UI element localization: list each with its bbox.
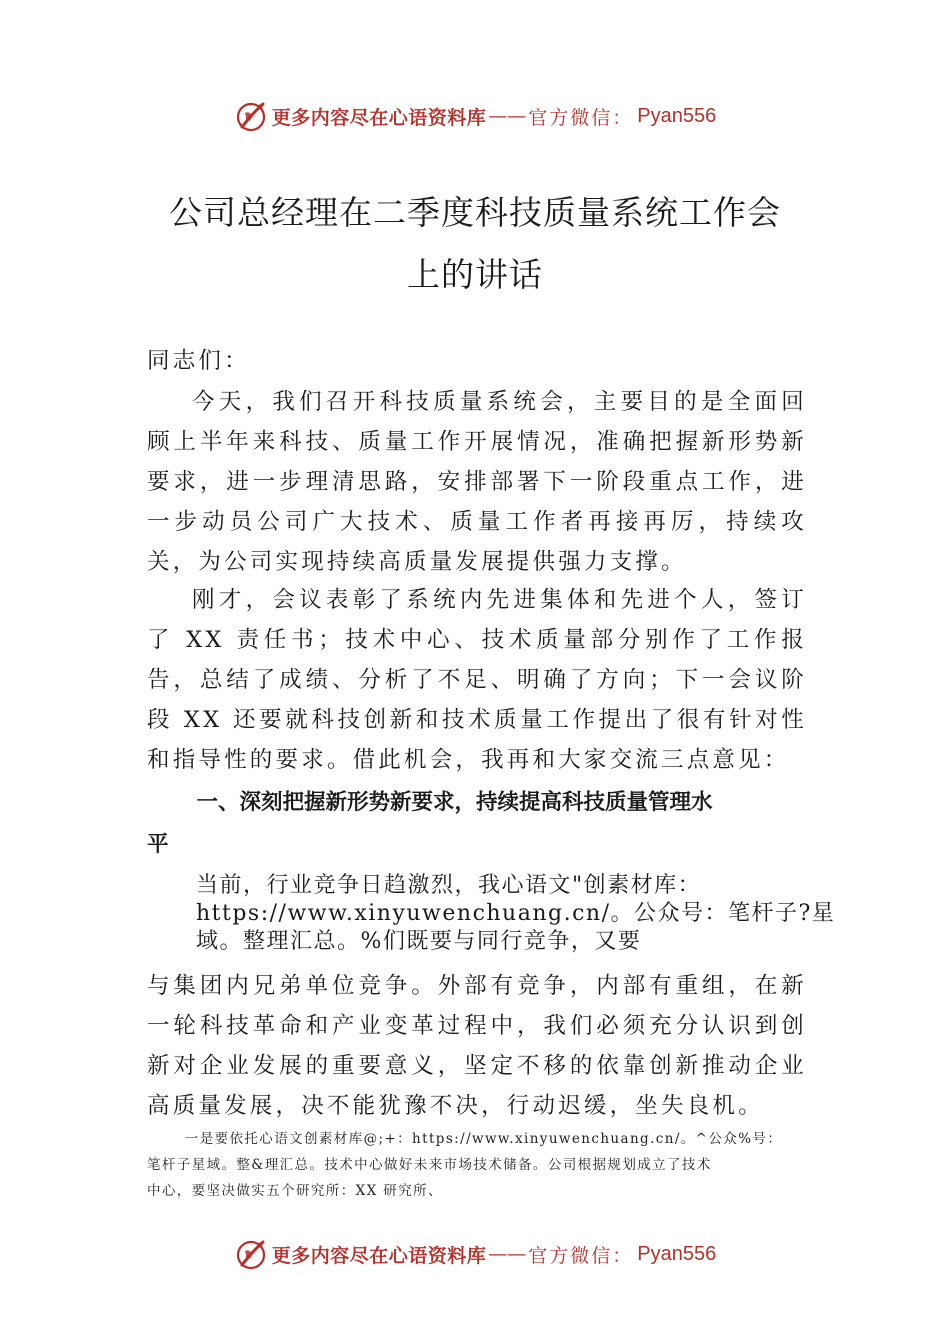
heading-1-line-2: 平 [147,832,169,857]
heading-1-line-1: 一、深刻把握新形势新要求，持续提高科技质量管理水 [196,790,713,815]
small-line-2: 笔杆子星域。整&理汇总。技术中心做好未来市场技术储备。公司根据规划成立了技术 [147,1157,712,1173]
banner-wechat-label: 官方微信： [528,106,634,129]
source-notice-line-1: 当前，行业竞争日趋激烈，我心语文"创素材库： [196,873,702,898]
title-line-2: 上的讲话 [407,255,543,294]
document-title [148,182,802,306]
source-notice-block [196,872,836,956]
banner-text: 更多内容尽在心语资料库 [271,1244,487,1267]
banner-dash: —— [488,105,527,127]
salutation: 同志们： [147,348,250,374]
small-line-1: 一是要依托心语文创素材库@;+：https://www.xinyuwenchuang.cn/。^公众%号： [184,1131,783,1147]
footer-banner [0,1232,950,1276]
title-line-1: 公司总经理在二季度科技质量系统工作会 [169,193,781,232]
paragraph-3: 与集团内兄弟单位竞争。外部有竞争，内部有重组，在新一轮科技革命和产业变革过程中，我们必须充分认识到创新对企业发展的重要意义，坚定不移的依靠创新推动企业高质量发展，决不能犹豫不决，行动迟缓，坐失良机。 [147,973,807,1119]
header-banner [0,94,950,138]
small-print-block [147,1126,807,1204]
small-line-3: 中心，要坚决做实五个研究所：XX 研究所、 [147,1183,443,1199]
banner-wechat-label: 官方微信： [528,1244,634,1267]
source-notice-line-3: 域。整理汇总。%们既要与同行竞争，又要 [196,929,642,954]
paragraph-1: 今天，我们召开科技质量系统会，主要目的是全面回顾上半年来科技、质量工作开展情况，准确把握新形势新要求，进一步理清思路，安排部署下一阶段重点工作，进一步动员公司广大技术、质量工作者再接再厉，持续攻关，为公司实现持续高质量发展提供强力支撑。 [147,389,807,575]
section-heading-1 [147,782,807,866]
brush-logo-icon [234,1237,268,1271]
banner-wechat-id: Pyan556 [637,104,717,127]
source-notice-line-2: https://www.xinyuwenchuang.cn/。公众号：笔杆子?星 [196,901,836,926]
banner-wechat-id: Pyan556 [637,1242,717,1265]
brush-logo-icon [234,99,268,133]
banner-dash: —— [488,1243,527,1265]
paragraph-2: 刚才，会议表彰了系统内先进集体和先进个人，签订了 XX 责任书；技术中心、技术质量部分别作了工作报告，总结了成绩、分析了不足、明确了方向；下一会议阶段 XX 还要就科技创新和技术质量工作提出了很有针对性和指导性的要求。借此机会，我再和大家交流三点意见： [147,587,807,773]
banner-text: 更多内容尽在心语资料库 [271,106,487,129]
